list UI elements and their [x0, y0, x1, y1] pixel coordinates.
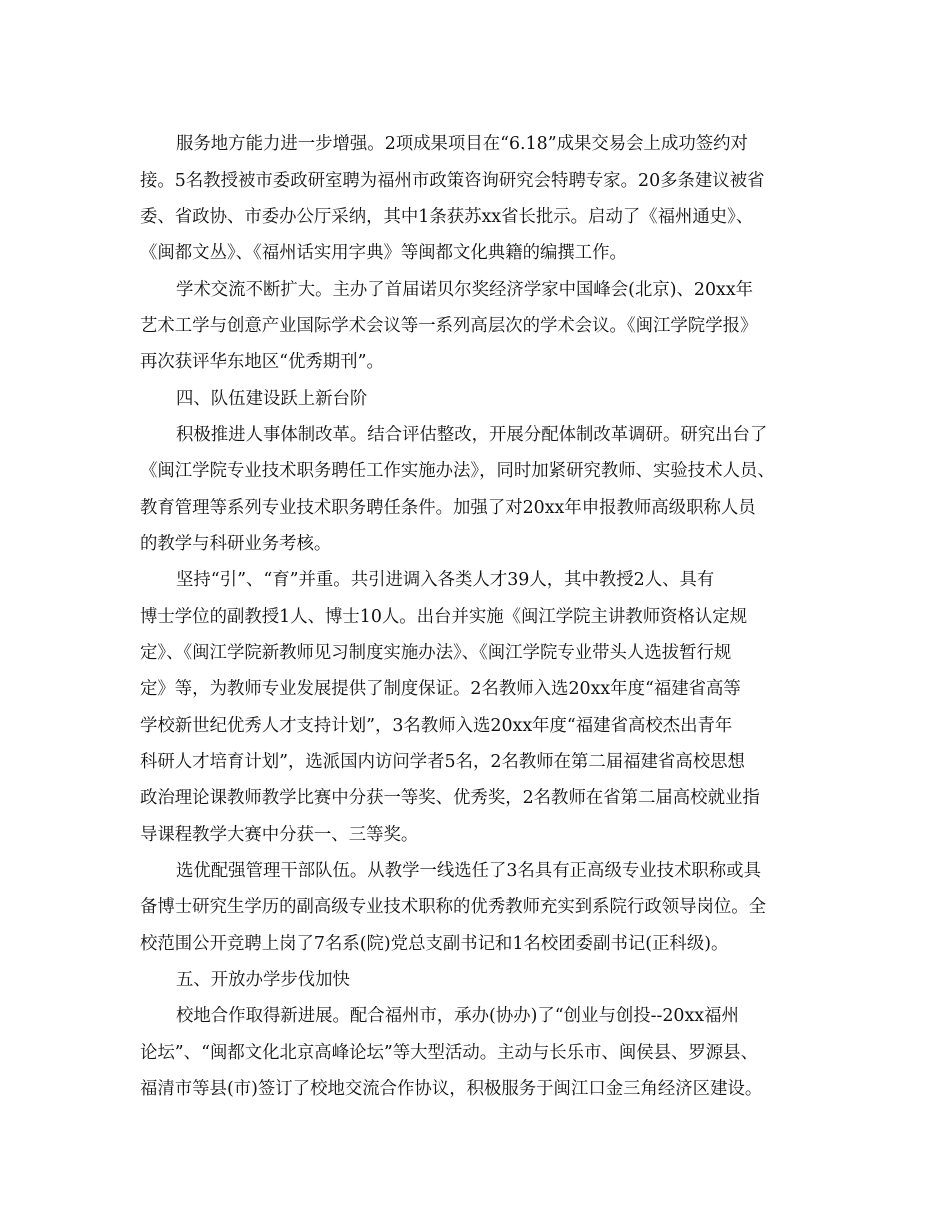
text-line: 定》等，为教师专业发展提供了制度保证。2名教师入选20xx年度“福建省高等 — [140, 679, 741, 699]
text-line: 艺术工学与创意产业国际学术会议等一系列高层次的学术会议。《闽江学院学报》 — [140, 316, 758, 336]
text-line: 校地合作取得新进展。配合福州市，承办(协办)了“创业与创投--20xx福州 — [176, 1006, 739, 1026]
text-line: 福清市等县(市)签订了校地交流合作协议，积极服务于闽江口金三角经济区建设。 — [140, 1079, 763, 1099]
text-line: 教育管理等系列专业技术职务聘任条件。加强了对20xx年申报教师高级职称人员 — [140, 498, 756, 518]
text-line: 备博士研究生学历的副高级专业技术职称的优秀教师充实到系院行政领导岗位。全 — [140, 897, 767, 917]
text-line: 导课程教学大赛中分获一、三等奖。 — [140, 825, 419, 845]
text-line: 论坛”、“闽都文化北京高峰论坛”等大型活动。主动与长乐市、闽侯县、罗源县、 — [140, 1043, 758, 1063]
text-line: 服务地方能力进一步增强。2项成果项目在“6.18”成果交易会上成功签约对 — [176, 134, 748, 154]
text-line: 坚持“引”、“育”并重。共引进调入各类人才39人，其中教授2人、具有 — [176, 570, 715, 590]
text-line: 积极推进人事体制改革。结合评估整改，开展分配体制改革调研。研究出台了 — [176, 425, 768, 445]
section-heading: 五、开放办学步伐加快 — [176, 970, 350, 990]
text-line: 再次获评华东地区“优秀期刊”。 — [140, 352, 384, 372]
text-line: 校范围公开竞聘上岗了7名系(院)党总支副书记和1名校团委副书记(正科级)。 — [140, 934, 729, 954]
text-line: 委、省政协、市委办公厅采纳，其中1条获苏xx省长批示。启动了《福州通史》、 — [140, 207, 754, 227]
text-line: 《闽江学院专业技术职务聘任工作实施办法》，同时加紧研究教师、实验技术人员、 — [140, 461, 775, 481]
text-line: 《闽都文丛》、《福州话实用字典》等闽都文化典籍的编撰工作。 — [140, 243, 627, 263]
text-line: 学术交流不断扩大。主办了首届诺贝尔奖经济学家中国峰会(北京)、20xx年 — [176, 280, 754, 300]
text-line: 政治理论课教师教学比赛中分获一等奖、优秀奖，2名教师在省第二届高校就业指 — [140, 788, 760, 808]
text-line: 博士学位的副教授1人、博士10人。出台并实施《闽江学院主讲教师资格认定规 — [140, 607, 748, 627]
section-heading: 四、队伍建设跃上新台阶 — [176, 389, 368, 409]
text-line: 的教学与科研业务考核。 — [140, 534, 332, 554]
text-line: 接。5名教授被市委政研室聘为福州市政策咨询研究会特聘专家。20多条建议被省 — [140, 171, 765, 191]
text-line: 科研人才培育计划”，选派国内访问学者5名，2名教师在第二届福建省高校思想 — [140, 752, 745, 772]
text-line: 定》、《闽江学院新教师见习制度实施办法》、《闽江学院专业带头人选拔暂行规 — [140, 643, 732, 663]
text-line: 学校新世纪优秀人才支持计划”，3名教师入选20xx年度“福建省高校杰出青年 — [140, 716, 733, 736]
text-line: 选优配强管理干部队伍。从教学一线选任了3名具有正高级专业技术职称或具 — [176, 861, 761, 881]
